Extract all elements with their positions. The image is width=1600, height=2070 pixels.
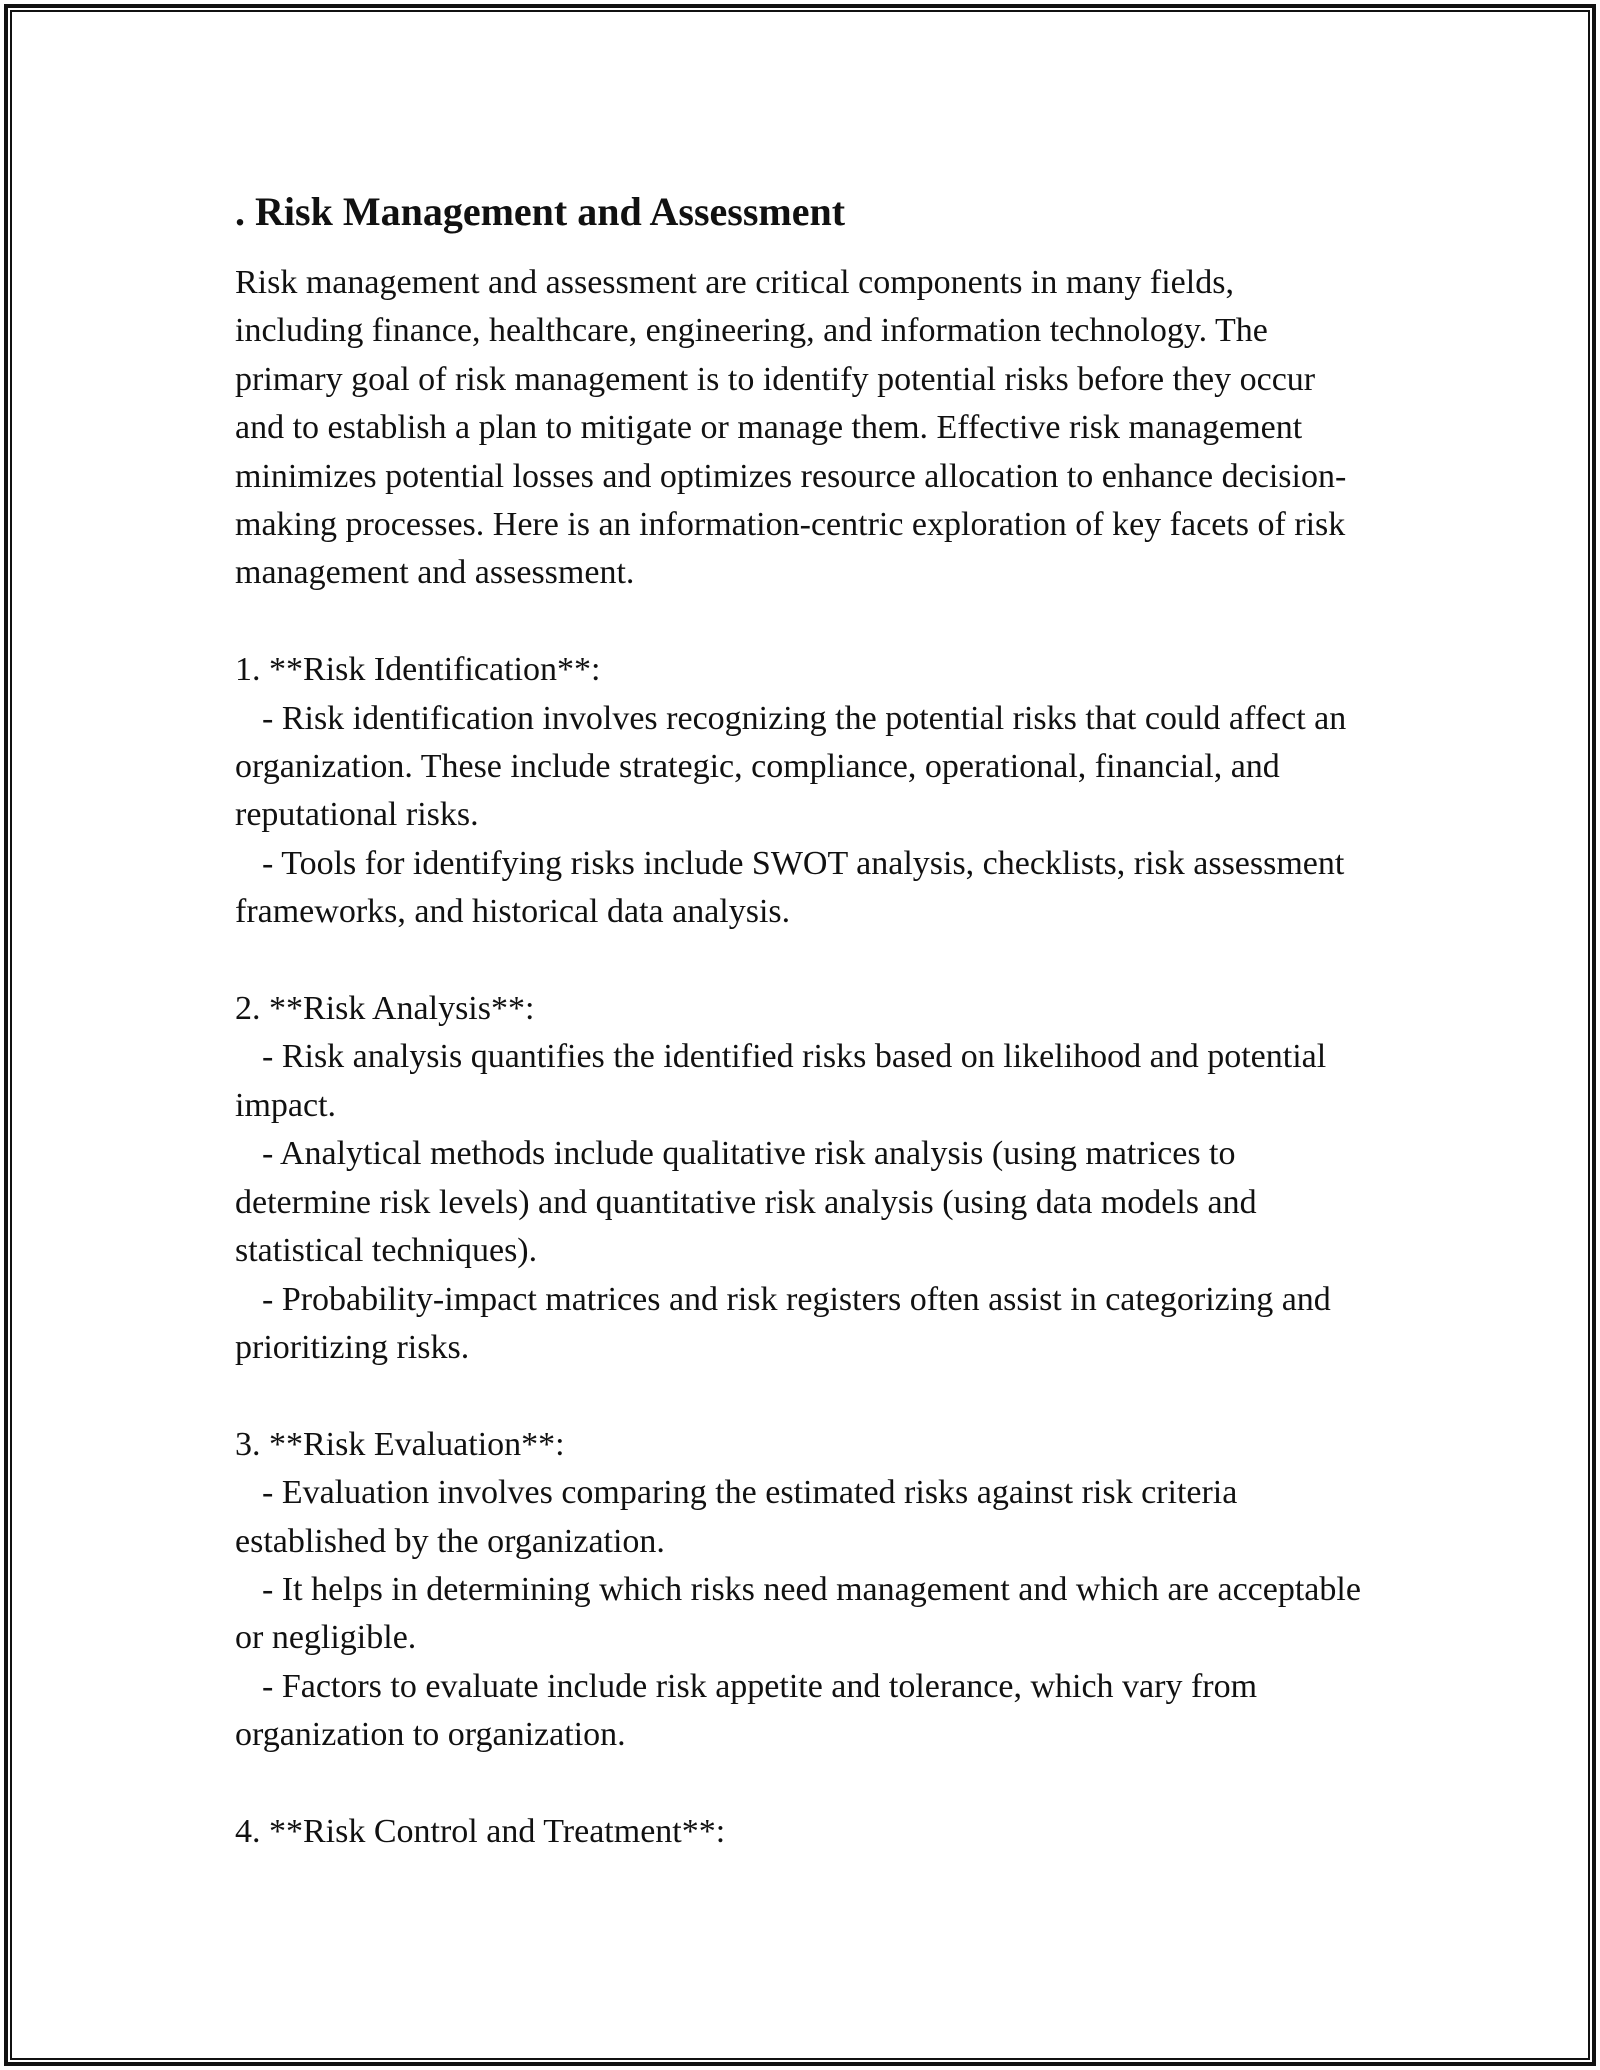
bullet-item: - Tools for identifying risks include SWOT analysis, checklists, risk assessment frameworks, and historical data analysis. <box>235 844 1345 931</box>
document-body <box>235 186 1365 1856</box>
section-risk-control-and-treatment <box>235 1808 1365 1856</box>
document-title: . Risk Management and Assessment <box>235 189 846 234</box>
bullet-item: - Factors to evaluate include risk appetite and tolerance, which vary from organization to organization. <box>235 1667 1258 1754</box>
bullet-item: - Probability-impact matrices and risk registers often assist in categorizing and prioritizing risks. <box>235 1280 1331 1366</box>
spacer <box>235 1372 1365 1420</box>
bullet-item: - Risk identification involves recognizing the potential risks that could affect an organization. These include strategic, compliance, operational, financial, and reputational risks. <box>235 699 1347 834</box>
section-heading: 2. **Risk Analysis**: <box>235 990 535 1028</box>
spacer <box>235 937 1365 985</box>
intro-paragraph: Risk management and assessment are critical components in many fields, including finance, healthcare, engineering, and information technology. The primary goal of risk management is to identify potential risks before they occur and to establish a plan to mitigate or manage them. Effective risk management minimizes potential losses and optimizes resource allocation to enhance decision-making processes. Here is an information-centric exploration of key facets of risk management and assessment. <box>235 264 1347 592</box>
section-heading: 1. **Risk Identification**: <box>235 651 601 689</box>
section-risk-identification <box>235 646 1365 936</box>
bullet-item: - Evaluation involves comparing the estimated risks against risk criteria established by the organization. <box>235 1474 1238 1560</box>
section-risk-analysis <box>235 985 1365 1372</box>
bullet-item: - Risk analysis quantifies the identified risks based on likelihood and potential impact. <box>235 1038 1327 1124</box>
section-heading: 4. **Risk Control and Treatment**: <box>235 1812 726 1850</box>
spacer <box>235 598 1365 646</box>
section-heading: 3. **Risk Evaluation**: <box>235 1425 565 1463</box>
bullet-item: - It helps in determining which risks need management and which are acceptable or negligible. <box>235 1570 1361 1657</box>
bullet-item: - Analytical methods include qualitative risk analysis (using matrices to determine risk levels) and quantitative risk analysis (using data models and statistical techniques). <box>235 1135 1257 1270</box>
spacer <box>235 1760 1365 1808</box>
section-risk-evaluation <box>235 1421 1365 1760</box>
